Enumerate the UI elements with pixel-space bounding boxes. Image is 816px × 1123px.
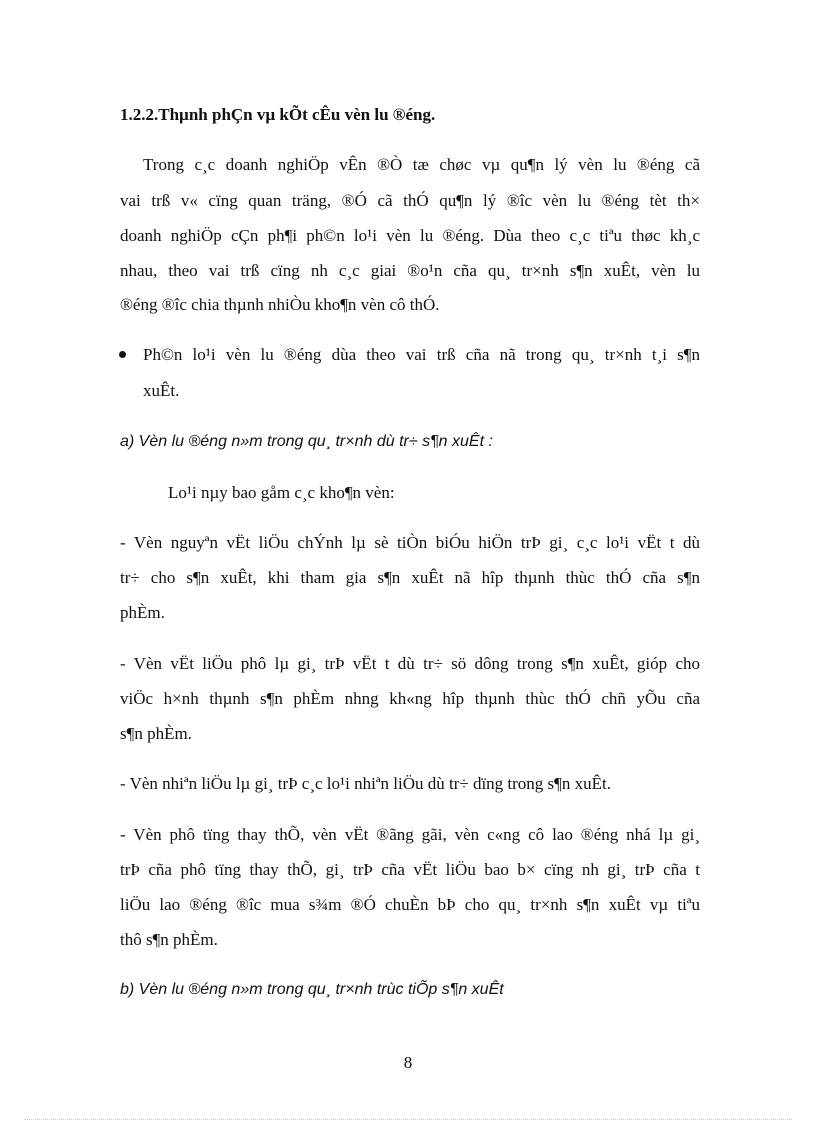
subsection-heading-b: b) Vèn lu ®éng n»m trong qu¸ tr×nh trùc tiÕp s¶n xuÊt bbox=[120, 981, 504, 998]
page-number: 8 bbox=[403, 1053, 413, 1072]
bullet-line: xuÊt. bbox=[143, 381, 180, 400]
list-item-line: liÖu lao ®éng ®îc mua s¾m ®Ó chuÈn bÞ cho qu¸ tr×nh s¶n xuÊt vµ tiªu bbox=[120, 895, 700, 914]
section-heading: 1.2.2.Thµnh phÇn vµ kÕt cÊu vèn lu ®éng. bbox=[120, 105, 436, 124]
list-item-line: s¶n phÈm. bbox=[120, 724, 192, 743]
page-bottom-divider bbox=[24, 1119, 792, 1120]
paragraph-line: ®éng ®îc chia thµnh nhiÒu kho¶n vèn cô thÓ. bbox=[120, 295, 440, 314]
paragraph-line: nhau, theo vai trß cïng nh c¸c giai ®o¹n cña qu¸ tr×nh s¶n xuÊt, vèn lu bbox=[120, 261, 700, 280]
bullet-icon bbox=[119, 351, 126, 358]
subsection-heading-a: a) Vèn lu ®éng n»m trong qu¸ tr×nh dù tr÷ s¶n xuÊt : bbox=[120, 433, 493, 450]
list-item-line: thô s¶n phÈm. bbox=[120, 930, 218, 949]
paragraph-line: doanh nghiÖp cÇn ph¶i ph©n lo¹i vèn lu ®éng. Dùa theo c¸c tiªu thøc kh¸c bbox=[120, 226, 700, 245]
list-item-line: tr÷ cho s¶n xuÊt, khi tham gia s¶n xuÊt nã hîp thµnh thùc thÓ cña s¶n bbox=[120, 568, 700, 587]
list-item-line: - Vèn vËt liÖu phô lµ gi¸ trÞ vËt t dù tr÷ sö dông trong s¶n xuÊt, gióp cho bbox=[120, 654, 700, 673]
intro-line: Lo¹i nµy bao gåm c¸c kho¶n vèn: bbox=[168, 483, 395, 502]
paragraph-line: Trong c¸c doanh nghiÖp vÊn ®Ò tæ chøc vµ qu¶n lý vèn lu ®éng cã bbox=[143, 155, 700, 174]
list-item-line: - Vèn phô tïng thay thÕ, vèn vËt ®ãng gãi, vèn c«ng cô lao ®éng nhá lµ gi¸ bbox=[120, 825, 700, 844]
list-item-line: trÞ cña phô tïng thay thÕ, gi¸ trÞ cña vËt liÖu bao b× cïng nh gi¸ trÞ cña t bbox=[120, 860, 700, 879]
list-item-line: phÈm. bbox=[120, 603, 165, 622]
bullet-line: Ph©n lo¹i vèn lu ®éng dùa theo vai trß cña nã trong qu¸ tr×nh t¸i s¶n bbox=[143, 345, 700, 364]
list-item-line: viÖc h×nh thµnh s¶n phÈm nhng kh«ng hîp thµnh thùc thÓ chñ yÕu cña bbox=[120, 689, 700, 708]
list-item-line: - Vèn nguyªn vËt liÖu chÝnh lµ sè tiÒn biÓu hiÖn trÞ gi¸ c¸c lo¹i vËt t dù bbox=[120, 533, 700, 552]
list-item-line: - Vèn nhiªn liÖu lµ gi¸ trÞ c¸c lo¹i nhiªn liÖu dù tr÷ dïng trong s¶n xuÊt. bbox=[120, 774, 611, 793]
paragraph-line: vai trß v« cïng quan träng, ®Ó cã thÓ qu¶n lý ®îc vèn lu ®éng tèt th× bbox=[120, 191, 700, 210]
